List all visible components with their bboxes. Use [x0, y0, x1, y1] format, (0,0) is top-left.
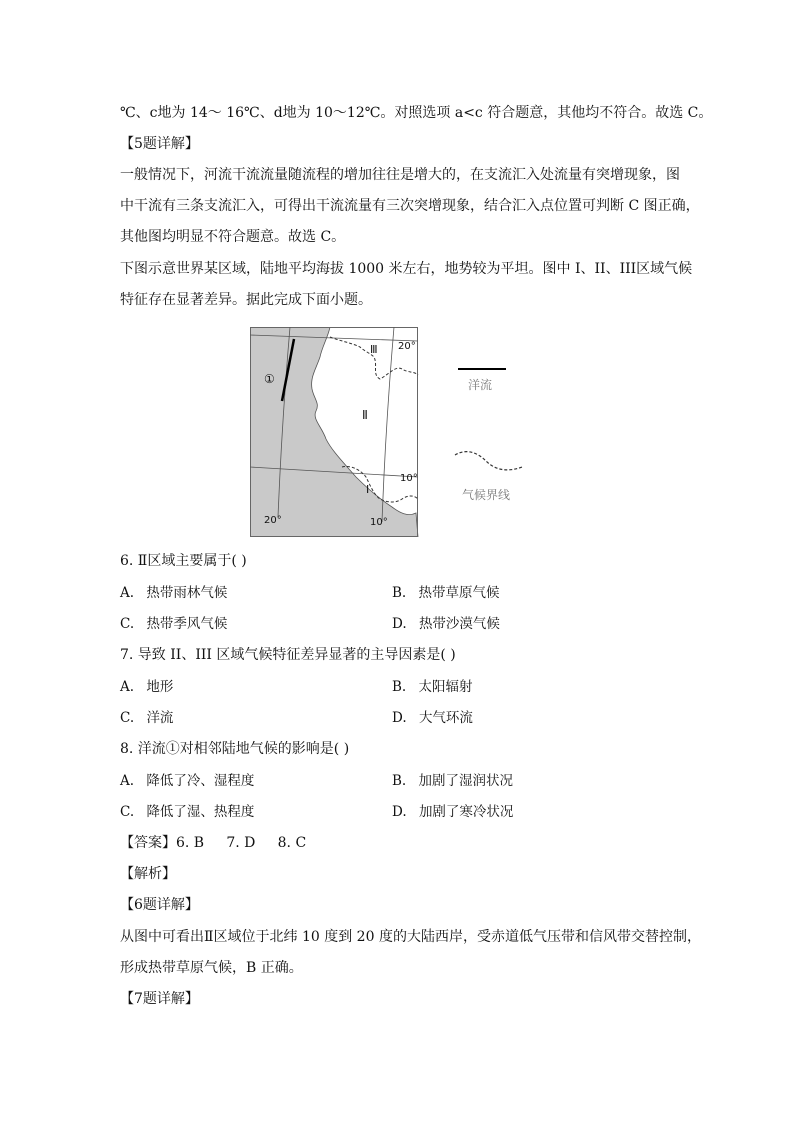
- option-key: D.: [392, 616, 407, 632]
- option-key: C.: [120, 616, 135, 632]
- lon-label-10: 10°: [370, 517, 388, 528]
- q6-option-d[interactable]: [392, 614, 500, 634]
- region-map: [250, 327, 530, 537]
- option-key: B.: [392, 773, 407, 789]
- region-label-II: Ⅱ: [362, 408, 368, 422]
- section-heading-q7: 【7题详解】: [120, 991, 199, 1007]
- paragraph-q5-line2: 中干流有三条支流汇入，可得出干流流量有三次突增现象，结合汇入点位置可判断 C 图正确，: [120, 198, 700, 214]
- option-text: 大气环流: [418, 710, 473, 726]
- option-key: B.: [392, 585, 407, 601]
- question-stem-line2: 特征存在显著差异。据此完成下面小题。: [120, 292, 372, 308]
- option-text: 洋流: [146, 710, 174, 726]
- q7-option-a[interactable]: [120, 677, 173, 697]
- legend-label-current: 洋流: [468, 378, 493, 392]
- q6-option-b[interactable]: [392, 583, 500, 603]
- paragraph-q6-line2: 形成热带草原气候，B 正确。: [120, 960, 303, 976]
- q8-option-c[interactable]: [120, 802, 254, 822]
- option-text: 加剧了湿润状况: [418, 773, 514, 789]
- option-key: A.: [120, 585, 135, 601]
- option-key: C.: [120, 804, 135, 820]
- option-text: 热带雨林气候: [146, 585, 228, 601]
- option-key: B.: [392, 679, 407, 695]
- q7-option-c[interactable]: [120, 708, 173, 728]
- option-key: D.: [392, 710, 407, 726]
- answer-label: 【答案】: [120, 835, 176, 851]
- q6-option-a[interactable]: [120, 583, 227, 603]
- q8-option-a[interactable]: [120, 771, 254, 791]
- lat-label-10: 10°: [400, 473, 418, 484]
- option-key: D.: [392, 804, 407, 820]
- lon-label-20: 20°: [264, 515, 282, 526]
- option-text: 降低了湿、热程度: [146, 804, 255, 820]
- option-text: 太阳辐射: [418, 679, 473, 695]
- option-key: C.: [120, 710, 135, 726]
- section-heading-q5: 【5题详解】: [120, 136, 199, 152]
- question-7-stem: 7. 导致 II、III 区域气候特征差异显著的主导因素是( ): [120, 647, 456, 663]
- paragraph-q5-line3: 其他图均明显不符合题意。故选 C。: [120, 229, 346, 245]
- ocean-area: [250, 327, 418, 537]
- answer-line: [120, 833, 306, 853]
- region-map-figure: [250, 327, 530, 537]
- option-key: A.: [120, 679, 135, 695]
- region-label-1: ①: [264, 372, 275, 386]
- q8-option-b[interactable]: [392, 771, 513, 791]
- question-8-stem: 8. 洋流①对相邻陆地气候的影响是( ): [120, 741, 350, 757]
- q7-option-b[interactable]: [392, 677, 473, 697]
- option-text: 热带季风气候: [146, 616, 228, 632]
- lat-label-20: 20°: [398, 341, 416, 352]
- meridian-10: [382, 327, 394, 522]
- option-text: 热带沙漠气候: [418, 616, 500, 632]
- option-text: 地形: [146, 679, 174, 695]
- question-stem-line1: 下图示意世界某区域，陆地平均海拔 1000 米左右，地势较为平坦。图中 I、II、III区域气候: [120, 261, 693, 277]
- legend-label-climate-boundary: 气候界线: [462, 488, 511, 502]
- q6-option-c[interactable]: [120, 614, 227, 634]
- paragraph-continuation: ℃、c地为 14～ 16℃、d地为 10～12℃。对照选项 a<c 符合题意，其他均不符合。故选 C。: [120, 105, 713, 121]
- region-label-I: Ⅰ: [366, 483, 370, 496]
- option-key: A.: [120, 773, 135, 789]
- region-label-III: Ⅲ: [370, 343, 378, 356]
- paragraph-q5-line1: 一般情况下，河流干流流量随流程的增加往往是增大的，在支流汇入处流量有突增现象，图: [120, 167, 680, 183]
- option-text: 降低了冷、湿程度: [146, 773, 255, 789]
- legend-dashed-line: [455, 452, 522, 470]
- q7-option-d[interactable]: [392, 708, 473, 728]
- q8-option-d[interactable]: [392, 802, 513, 822]
- option-text: 热带草原气候: [418, 585, 500, 601]
- section-heading-q6: 【6题详解】: [120, 897, 199, 913]
- answer-values: 6. B 7. D 8. C: [176, 835, 307, 851]
- paragraph-q6-line1: 从图中可看出Ⅱ区域位于北纬 10 度到 20 度的大陆西岸，受赤道低气压带和信风带交替控制，: [120, 929, 701, 945]
- option-text: 加剧了寒冷状况: [418, 804, 514, 820]
- analysis-heading: 【解析】: [120, 866, 176, 882]
- question-6-stem: 6. Ⅱ区域主要属于( ): [120, 553, 247, 569]
